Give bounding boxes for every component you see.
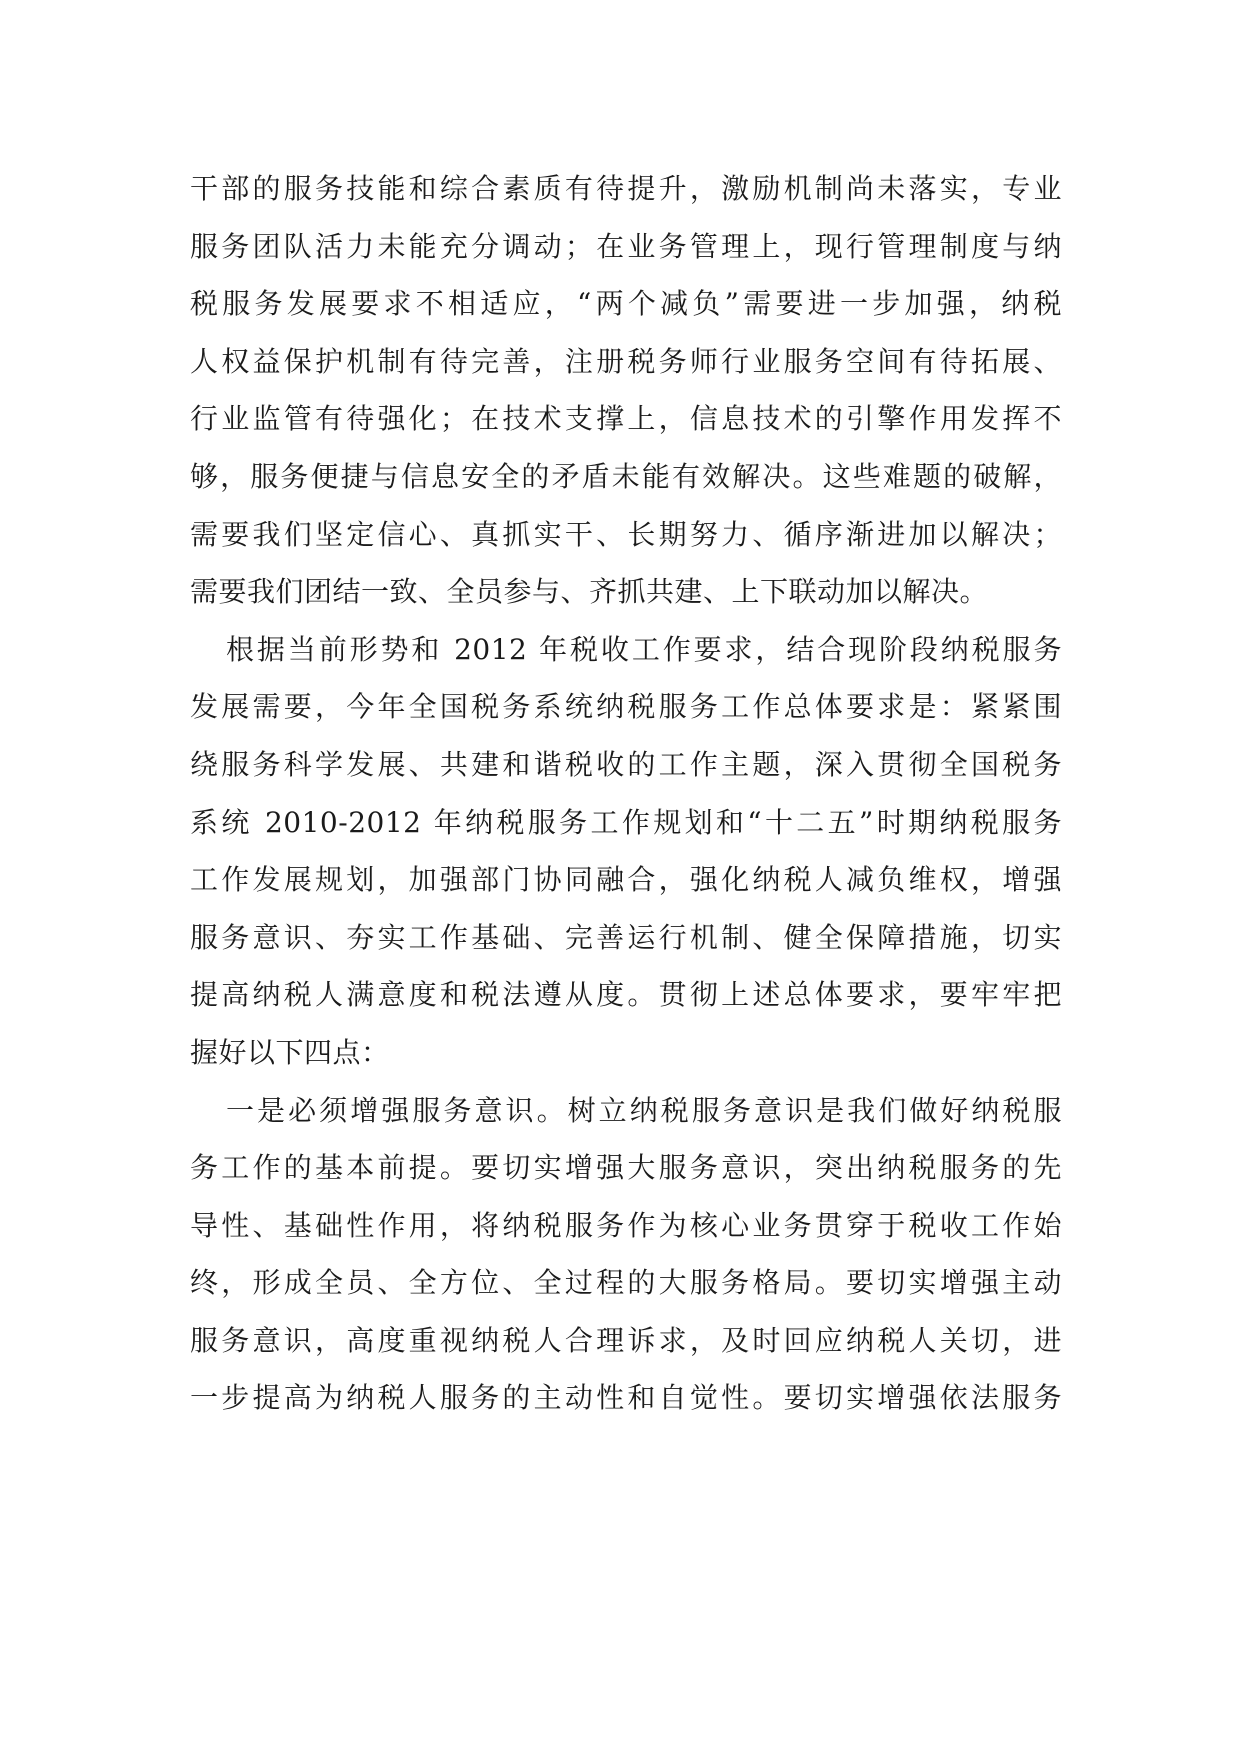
text-line: 握好以下四点： [190, 1035, 390, 1069]
text-line: 一是必须增强服务意识。树立纳税服务意识是我们做好纳税服 [226, 1093, 1062, 1127]
text-line: 需要我们坚定信心、真抓实干、长期努力、循序渐进加以解决； [190, 517, 1062, 551]
text-line: 务工作的基本前提。要切实增强大服务意识，突出纳税服务的先 [190, 1151, 1062, 1185]
text-line: 提高纳税人满意度和税法遵从度。贯彻上述总体要求，要牢牢把 [190, 978, 1062, 1012]
paragraph [190, 1082, 1062, 1428]
text-line: 行业监管有待强化；在技术支撑上，信息技术的引擎作用发挥不 [190, 402, 1062, 436]
text-line: 根据当前形势和 2012 年税收工作要求，结合现阶段纳税服务 [226, 632, 1062, 666]
paragraph [190, 621, 1062, 1082]
text-line: 导性、基础性作用，将纳税服务作为核心业务贯穿于税收工作始 [190, 1208, 1062, 1242]
text-line: 终，形成全员、全方位、全过程的大服务格局。要切实增强主动 [190, 1266, 1062, 1300]
text-line: 需要我们团结一致、全员参与、齐抓共建、上下联动加以解决。 [190, 575, 989, 609]
body-text [190, 160, 1062, 1427]
text-line: 绕服务科学发展、共建和谐税收的工作主题，深入贯彻全国税务 [190, 747, 1062, 781]
text-line: 服务团队活力未能充分调动；在业务管理上，现行管理制度与纳 [190, 229, 1062, 263]
paragraph [190, 160, 1062, 621]
text-line: 干部的服务技能和综合素质有待提升，激励机制尚未落实，专业 [190, 172, 1062, 205]
text-line: 工作发展规划，加强部门协同融合，强化纳税人减负维权，增强 [190, 863, 1062, 897]
text-line: 税服务发展要求不相适应，“两个减负”需要进一步加强，纳税 [190, 287, 1062, 321]
text-line: 服务意识、夯实工作基础、完善运行机制、健全保障措施，切实 [190, 920, 1062, 954]
text-line: 系统 2010-2012 年纳税服务工作规划和“十二五”时期纳税服务 [190, 805, 1062, 839]
text-line: 一步提高为纳税人服务的主动性和自觉性。要切实增强依法服务 [190, 1381, 1062, 1415]
text-line: 发展需要，今年全国税务系统纳税服务工作总体要求是：紧紧围 [190, 690, 1062, 724]
text-line: 人权益保护机制有待完善，注册税务师行业服务空间有待拓展、 [190, 344, 1062, 378]
text-line: 服务意识，高度重视纳税人合理诉求，及时回应纳税人关切，进 [190, 1323, 1062, 1357]
text-line: 够，服务便捷与信息安全的矛盾未能有效解决。这些难题的破解， [190, 459, 1062, 493]
